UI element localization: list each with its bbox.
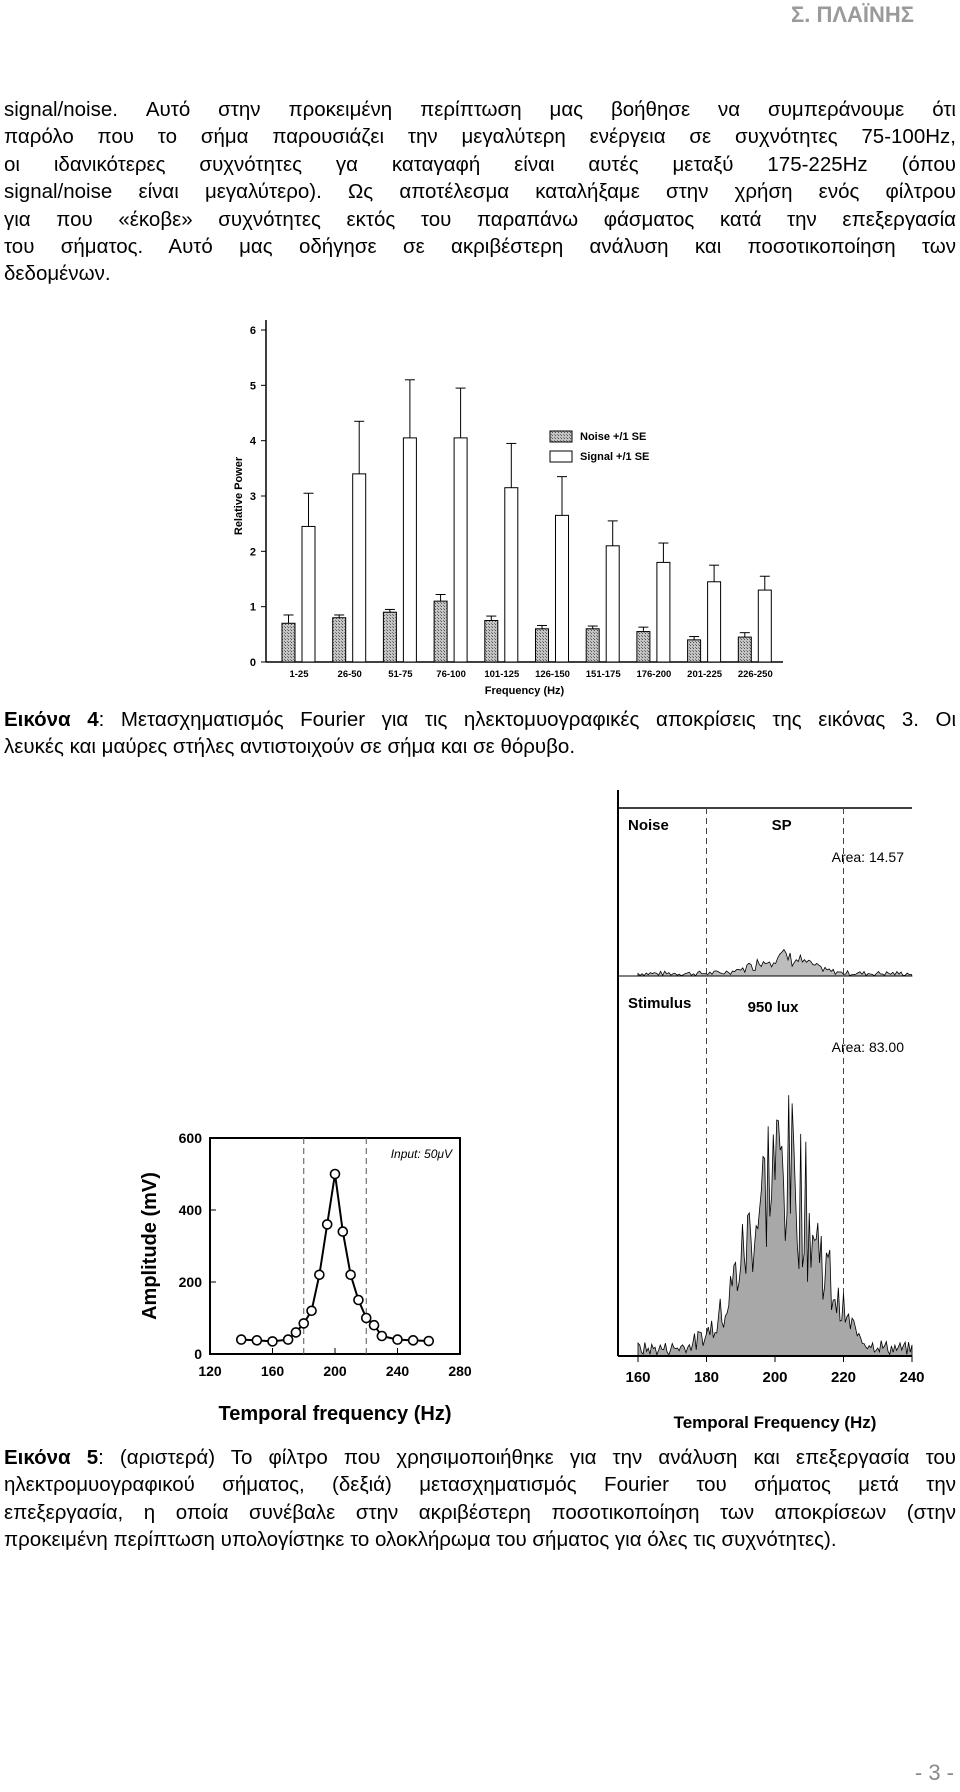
noise-bar xyxy=(586,629,599,662)
x-tick-label: 126-150 xyxy=(535,669,570,680)
figure5-caption-text: : (αριστερά) Το φίλτρο που χρησιμοποιήθηκε για την ανάλυση και επεξεργασία του xyxy=(98,1446,956,1469)
y-axis-label: Relative Power xyxy=(233,456,245,536)
x-tick-label: 1-25 xyxy=(289,669,309,680)
page-header-author: Σ. ΠΛΑΪΝΗΣ xyxy=(791,2,914,27)
x-tick-label: 51-75 xyxy=(388,669,413,680)
legend-label: Noise +/1 SE xyxy=(580,431,647,443)
signal-bar xyxy=(606,546,619,662)
data-point xyxy=(307,1306,316,1315)
intro-line: signal/noise είναι μεγαλύτερο). Ως αποτέλεσμα καταλήξαμε στην χρήση ενός φίλτρου xyxy=(4,180,956,204)
signal-bar xyxy=(657,562,670,662)
data-point xyxy=(252,1336,261,1345)
data-point xyxy=(315,1270,324,1279)
legend-swatch xyxy=(550,451,572,462)
y-tick-label: 1 xyxy=(249,601,256,614)
x-tick-label: 120 xyxy=(198,1363,222,1379)
data-point xyxy=(424,1337,433,1346)
intro-line: signal/noise. Αυτό στην προκειμένη περίπτωση μας βοήθησε να συμπεράνουμε ότι xyxy=(4,98,956,121)
x-tick-label: 226-250 xyxy=(737,669,773,680)
data-point xyxy=(346,1270,355,1279)
x-axis-label: Temporal Frequency (Hz) xyxy=(673,1413,877,1432)
figure5-caption-text: ηλεκτρομυογραφικού σήματος, (δεξιά) μετασχηματισμός Fourier του σήματος μετά την xyxy=(4,1473,956,1497)
figure4-caption-label: Εικόνα 4 xyxy=(4,708,99,731)
noise-bar xyxy=(536,629,549,662)
noise-bar xyxy=(434,601,447,662)
y-axis-label: Amplitude (mV) xyxy=(139,1172,161,1320)
signal-bar xyxy=(454,438,467,662)
panel-label: SP xyxy=(771,817,792,834)
panel-label: Stimulus xyxy=(628,995,692,1012)
y-tick-label: 5 xyxy=(249,380,256,393)
figure4-caption-text: : Μετασχηματισμός Fourier για τις ηλεκτομυογραφικές αποκρίσεις της εικόνας 3. Οι xyxy=(98,708,956,731)
signal-bar xyxy=(708,582,721,662)
data-point xyxy=(409,1336,418,1345)
x-tick-label: 240 xyxy=(385,1363,410,1379)
noise-bar xyxy=(383,612,396,662)
x-tick-label: 101-125 xyxy=(484,669,520,680)
x-axis-label: Temporal frequency (Hz) xyxy=(218,1403,452,1425)
data-point xyxy=(268,1337,277,1346)
noise-bar xyxy=(282,623,295,662)
x-tick-label: 180 xyxy=(693,1369,720,1386)
panel-label: Noise xyxy=(628,817,669,834)
noise-bar xyxy=(688,640,701,662)
x-axis-label: Frequency (Hz) xyxy=(484,685,565,697)
y-tick-label: 4 xyxy=(249,435,256,448)
data-point xyxy=(370,1321,379,1330)
signal-bar xyxy=(556,515,569,662)
figure5-caption xyxy=(4,1444,956,1554)
data-point xyxy=(291,1328,300,1337)
data-point xyxy=(299,1319,308,1328)
x-tick-label: 220 xyxy=(830,1369,857,1386)
y-tick-label: 600 xyxy=(178,1130,202,1146)
x-tick-label: 201-225 xyxy=(687,669,723,680)
noise-bar xyxy=(333,618,346,662)
page-number: - 3 - xyxy=(914,1760,954,1785)
signal-bar xyxy=(302,526,315,662)
x-tick-label: 76-100 xyxy=(436,669,466,680)
y-tick-label: 3 xyxy=(249,491,256,503)
intro-line: οι ιδανικότερες συχνότητες γα καταγαφή είναι αυτές μεταξύ 175-225Hz (όπου xyxy=(4,152,956,176)
signal-bar xyxy=(353,474,366,662)
signal-bar xyxy=(403,438,416,662)
x-tick-label: 176-200 xyxy=(636,669,672,680)
signal-bar xyxy=(758,590,771,662)
y-tick-label: 400 xyxy=(178,1202,202,1218)
area-label: Area: 83.00 xyxy=(831,1039,904,1055)
intro-line: για που «έκοβε» συχνότητες εκτός του παραπάνω φάσματος κατά την επεξεργασία xyxy=(4,207,956,231)
legend-label: Signal +/1 SE xyxy=(580,451,650,463)
data-point xyxy=(393,1335,402,1344)
x-tick-label: 240 xyxy=(899,1369,925,1386)
filter-curve xyxy=(241,1174,429,1341)
data-point xyxy=(331,1170,340,1179)
noise-spectrum xyxy=(638,950,912,976)
y-tick-label: 6 xyxy=(249,325,256,337)
intro-line: δεδομένων. xyxy=(4,262,111,286)
noise-bar xyxy=(738,637,751,662)
signal-bar xyxy=(505,488,518,662)
data-point xyxy=(354,1296,363,1305)
x-tick-label: 200 xyxy=(323,1363,347,1379)
intro-paragraph xyxy=(4,96,956,288)
figure5-filter-chart xyxy=(130,1110,550,1438)
data-point xyxy=(377,1332,386,1341)
y-tick-label: 200 xyxy=(178,1274,202,1290)
figure4-caption-text: λευκές και μαύρες στήλες αντιστοιχούν σε σήμα και σε θόρυβο. xyxy=(4,735,576,759)
input-annotation: Input: 50μV xyxy=(390,1147,452,1161)
intro-line: παρόλο που το σήμα παρουσιάζει την μεγαλύτερη ενέργεια σε συχνότητες 75-100Hz, xyxy=(4,125,956,149)
x-tick-label: 151-175 xyxy=(585,669,621,680)
data-point xyxy=(338,1227,347,1236)
y-tick-label: 2 xyxy=(249,546,256,559)
x-tick-label: 160 xyxy=(260,1363,285,1379)
legend-swatch xyxy=(550,431,572,442)
y-tick-label: 0 xyxy=(194,1346,202,1362)
figure4-bar-chart xyxy=(228,312,788,704)
intro-line: του σήματος. Αυτό μας οδήγησε σε ακριβέστερη ανάλυση και ποσοτικοποίηση των xyxy=(4,235,956,259)
x-tick-label: 200 xyxy=(762,1369,788,1386)
figure5-caption-label: Εικόνα 5 xyxy=(4,1446,99,1469)
x-tick-label: 160 xyxy=(625,1369,651,1386)
stimulus-spectrum xyxy=(638,1095,912,1356)
figure5-spectrum-chart xyxy=(600,790,925,1440)
data-point xyxy=(237,1335,246,1344)
data-point xyxy=(284,1335,293,1344)
data-point xyxy=(362,1314,371,1323)
area-label: Area: 14.57 xyxy=(831,849,904,865)
figure5-caption-text: επεξεργασία, η οποία συνέβαλε στην ακριβέστερη ποσοτικοποίηση των αποκρίσεων (στην xyxy=(4,1500,956,1524)
noise-bar xyxy=(637,632,650,662)
y-tick-label: 0 xyxy=(249,657,256,669)
noise-bar xyxy=(485,621,498,663)
data-point xyxy=(323,1220,332,1229)
figure5-caption-text: προκειμένη περίπτωση υπολογίστηκε το ολοκλήρωμα του σήματος για όλες τις συχνότητες). xyxy=(4,1528,837,1552)
panel-label: 950 lux xyxy=(747,999,799,1016)
x-tick-label: 280 xyxy=(448,1363,472,1379)
x-tick-label: 26-50 xyxy=(337,669,362,680)
figure4-caption xyxy=(4,706,956,761)
